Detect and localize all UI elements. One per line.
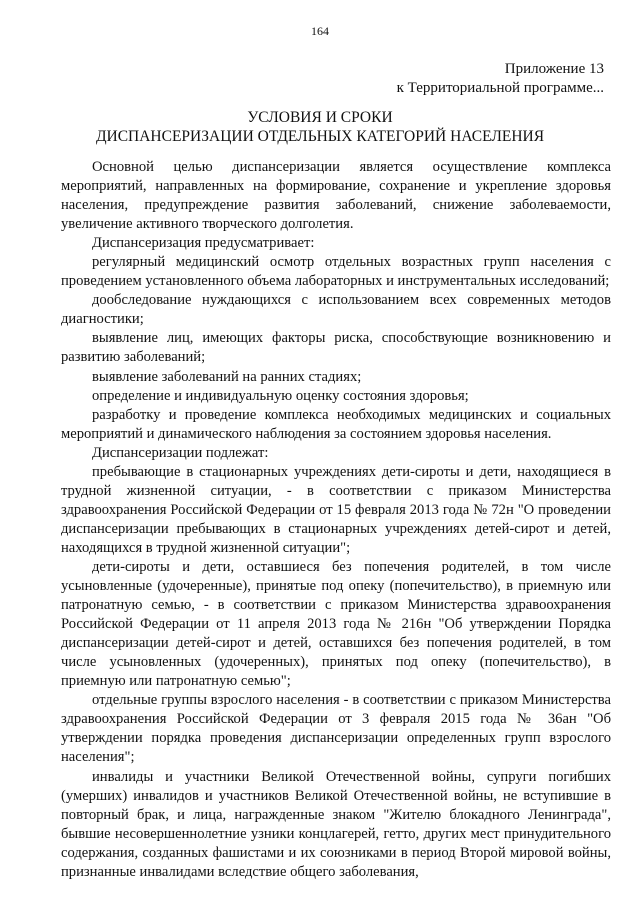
paragraph-subject-heading: Диспансеризации подлежат: bbox=[92, 444, 269, 461]
list-item: разработку и проведение комплекса необходимых медицинских и социальных мероприятий и динамического наблюдения за состоянием здоровья населения. bbox=[61, 406, 611, 442]
list-item: пребывающие в стационарных учреждениях дети-сироты и дети, находящиеся в трудной жизненной ситуации, - в соответствии с приказом Министерства здравоохранения Российской Федерации от 15 февраля 2013 года № 72н "О проведении диспансеризации пребывающих в стационарных учреждениях детей-сирот и детей, находящихся в трудной жизненной ситуации"; bbox=[61, 463, 611, 556]
appendix-line-1: Приложение 13 bbox=[504, 61, 604, 77]
list-item: дети-сироты и дети, оставшиеся без попечения родителей, в том числе усыновленные (удочеренные), принятые под опеку (попечительство), в приемную или патронатную семью, - в соответствии с приказом Министерства здравоохранения Российской Федерации от 11 апреля 2013 года № 216н "Об утверждении Порядка диспансеризации детей-сирот и детей, оставшихся без попечения родителей, в том числе усыновленных (удочеренных), принятых под опеку (попечительство), в приемную или патронатную семью"; bbox=[61, 558, 611, 690]
list-item: отдельные группы взрослого населения - в соответствии с приказом Министерства здравоохранения Российской Федерации от 3 февраля 2015 года № 36ан "Об утверждении порядка проведения диспансеризации определенных групп взрослого населения"; bbox=[61, 692, 611, 766]
paragraph-goal: Основной целью диспансеризации является осуществление комплекса мероприятий, направленных на формирование, сохранение и укрепление здоровья населения, предупреждение развития заболеваний, снижение заболеваемости, увеличение активного творческого долголетия. bbox=[61, 159, 611, 233]
list-item: регулярный медицинский осмотр отдельных возрастных групп населения с проведением установленного объема лабораторных и инструментальных исследований; bbox=[61, 254, 611, 290]
appendix-line-2: к Территориальной программе... bbox=[396, 80, 604, 96]
title-line-2: ДИСПАНСЕРИЗАЦИИ ОТДЕЛЬНЫХ КАТЕГОРИЙ НАСЕЛЕНИЯ bbox=[95, 128, 545, 145]
list-item: дообследование нуждающихся с использованием всех современных методов диагностики; bbox=[61, 292, 611, 328]
title-line-1: УСЛОВИЯ И СРОКИ bbox=[247, 109, 393, 126]
document-body bbox=[61, 158, 611, 882]
paragraph-provides-heading: Диспансеризация предусматривает: bbox=[92, 235, 315, 252]
list-item: выявление лиц, имеющих факторы риска, способствующие возникновению и развитию заболеваний; bbox=[61, 330, 611, 366]
list-item: определение и индивидуальную оценку состояния здоровья; bbox=[92, 387, 469, 404]
appendix-reference bbox=[397, 60, 604, 98]
list-item: выявление заболеваний на ранних стадиях; bbox=[92, 368, 362, 385]
page-number: 164 bbox=[311, 24, 329, 38]
list-item: инвалиды и участники Великой Отечественной войны, супруги погибших (умерших) инвалидов и участников Великой Отечественной войны, не вступившие в повторный брак, и лица, награжденные знаком "Жителю блокадного Ленинграда", бывшие несовершеннолетние узники концлагерей, гетто, других мест принудительного содержания, созданных фашистами и их союзниками в период Второй мировой войны, признанные инвалидами вследствие общего заболевания, bbox=[61, 768, 611, 880]
document-title bbox=[0, 108, 640, 146]
